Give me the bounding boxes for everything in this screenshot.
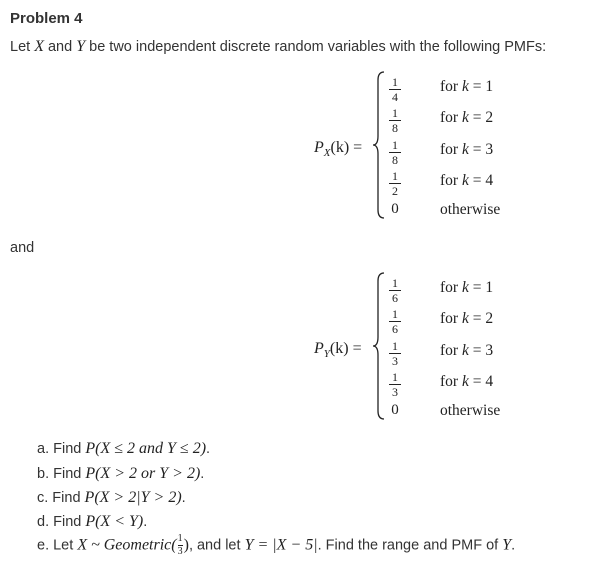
and-text: and bbox=[10, 240, 35, 256]
pmf-x-value-3: 1 8 bbox=[386, 139, 404, 166]
pmf-x-cond-3: for k = 3 bbox=[440, 141, 494, 158]
pmf-x-cond-2: for k = 2 bbox=[440, 109, 494, 126]
question-e-expr2: Y = |X − 5| bbox=[244, 536, 318, 554]
intro-text-pre: Let bbox=[10, 39, 35, 55]
pmf-x-cond-4: for k = 4 bbox=[440, 172, 494, 189]
question-c-expr: P(X > 2|Y > 2) bbox=[84, 489, 182, 506]
pmf-x-value-1: 1 4 bbox=[386, 76, 404, 103]
pmf-y-value-otherwise: 0 bbox=[391, 402, 399, 418]
intro-text-post: be two independent discrete random variables with the following PMFs: bbox=[85, 39, 547, 55]
pmf-y-cond-4: for k = 4 bbox=[440, 373, 494, 390]
pmf-x-label: $P_X(k)$ = bbox=[314, 139, 363, 160]
question-b-expr: P(X > 2 or Y > 2) bbox=[85, 465, 201, 482]
pmf-y-value-4: 1 3 bbox=[386, 371, 404, 398]
pmf-x-value-otherwise: 0 bbox=[391, 201, 399, 217]
question-d-expr: P(X < Y) bbox=[85, 513, 144, 530]
pmf-x-value-2: 1 8 bbox=[386, 107, 404, 134]
pmf-x-value-4: 1 2 bbox=[386, 170, 404, 197]
pmf-x-cond-otherwise: otherwise bbox=[440, 201, 501, 218]
question-e-fraction: $\frac{1}{3}$ bbox=[177, 533, 183, 557]
pmf-y-cond-2: for k = 2 bbox=[440, 310, 494, 327]
pmf-x-brace bbox=[372, 70, 386, 220]
question-e: e. Let X ~ Geometric( $\frac{1}{3}$ ), and let Y = |X − 5|. Find the range and PMF of Y. bbox=[37, 533, 516, 557]
question-a-expr: P(X ≤ 2 and Y ≤ 2) bbox=[85, 440, 207, 457]
intro-text-mid: and bbox=[43, 39, 77, 55]
pmf-x-cond-1: for k = 1 bbox=[440, 78, 494, 95]
intro-var-x: X bbox=[34, 38, 44, 55]
question-b: b. Find P(X > 2 or Y > 2). bbox=[37, 465, 205, 482]
pmf-y-value-3: 1 3 bbox=[386, 340, 404, 367]
pmf-y-cond-1: for k = 1 bbox=[440, 279, 494, 296]
problem-title: Problem 4 bbox=[10, 10, 83, 27]
problem-intro bbox=[10, 38, 546, 56]
pmf-y-brace bbox=[372, 271, 386, 421]
question-c: c. Find P(X > 2|Y > 2). bbox=[37, 489, 186, 506]
pmf-y-cond-otherwise: otherwise bbox=[440, 402, 501, 419]
question-a: a. Find P(X ≤ 2 and Y ≤ 2). bbox=[37, 440, 211, 457]
pmf-y-label: $P_Y(k)$ = bbox=[314, 340, 362, 361]
question-d: d. Find P(X < Y). bbox=[37, 513, 148, 530]
intro-var-y: Y bbox=[76, 38, 86, 55]
pmf-y-value-2: 1 6 bbox=[386, 308, 404, 335]
pmf-y-cond-3: for k = 3 bbox=[440, 342, 494, 359]
question-e-expr1: X ~ Geometric( bbox=[77, 536, 177, 554]
pmf-y-value-1: 1 6 bbox=[386, 277, 404, 304]
